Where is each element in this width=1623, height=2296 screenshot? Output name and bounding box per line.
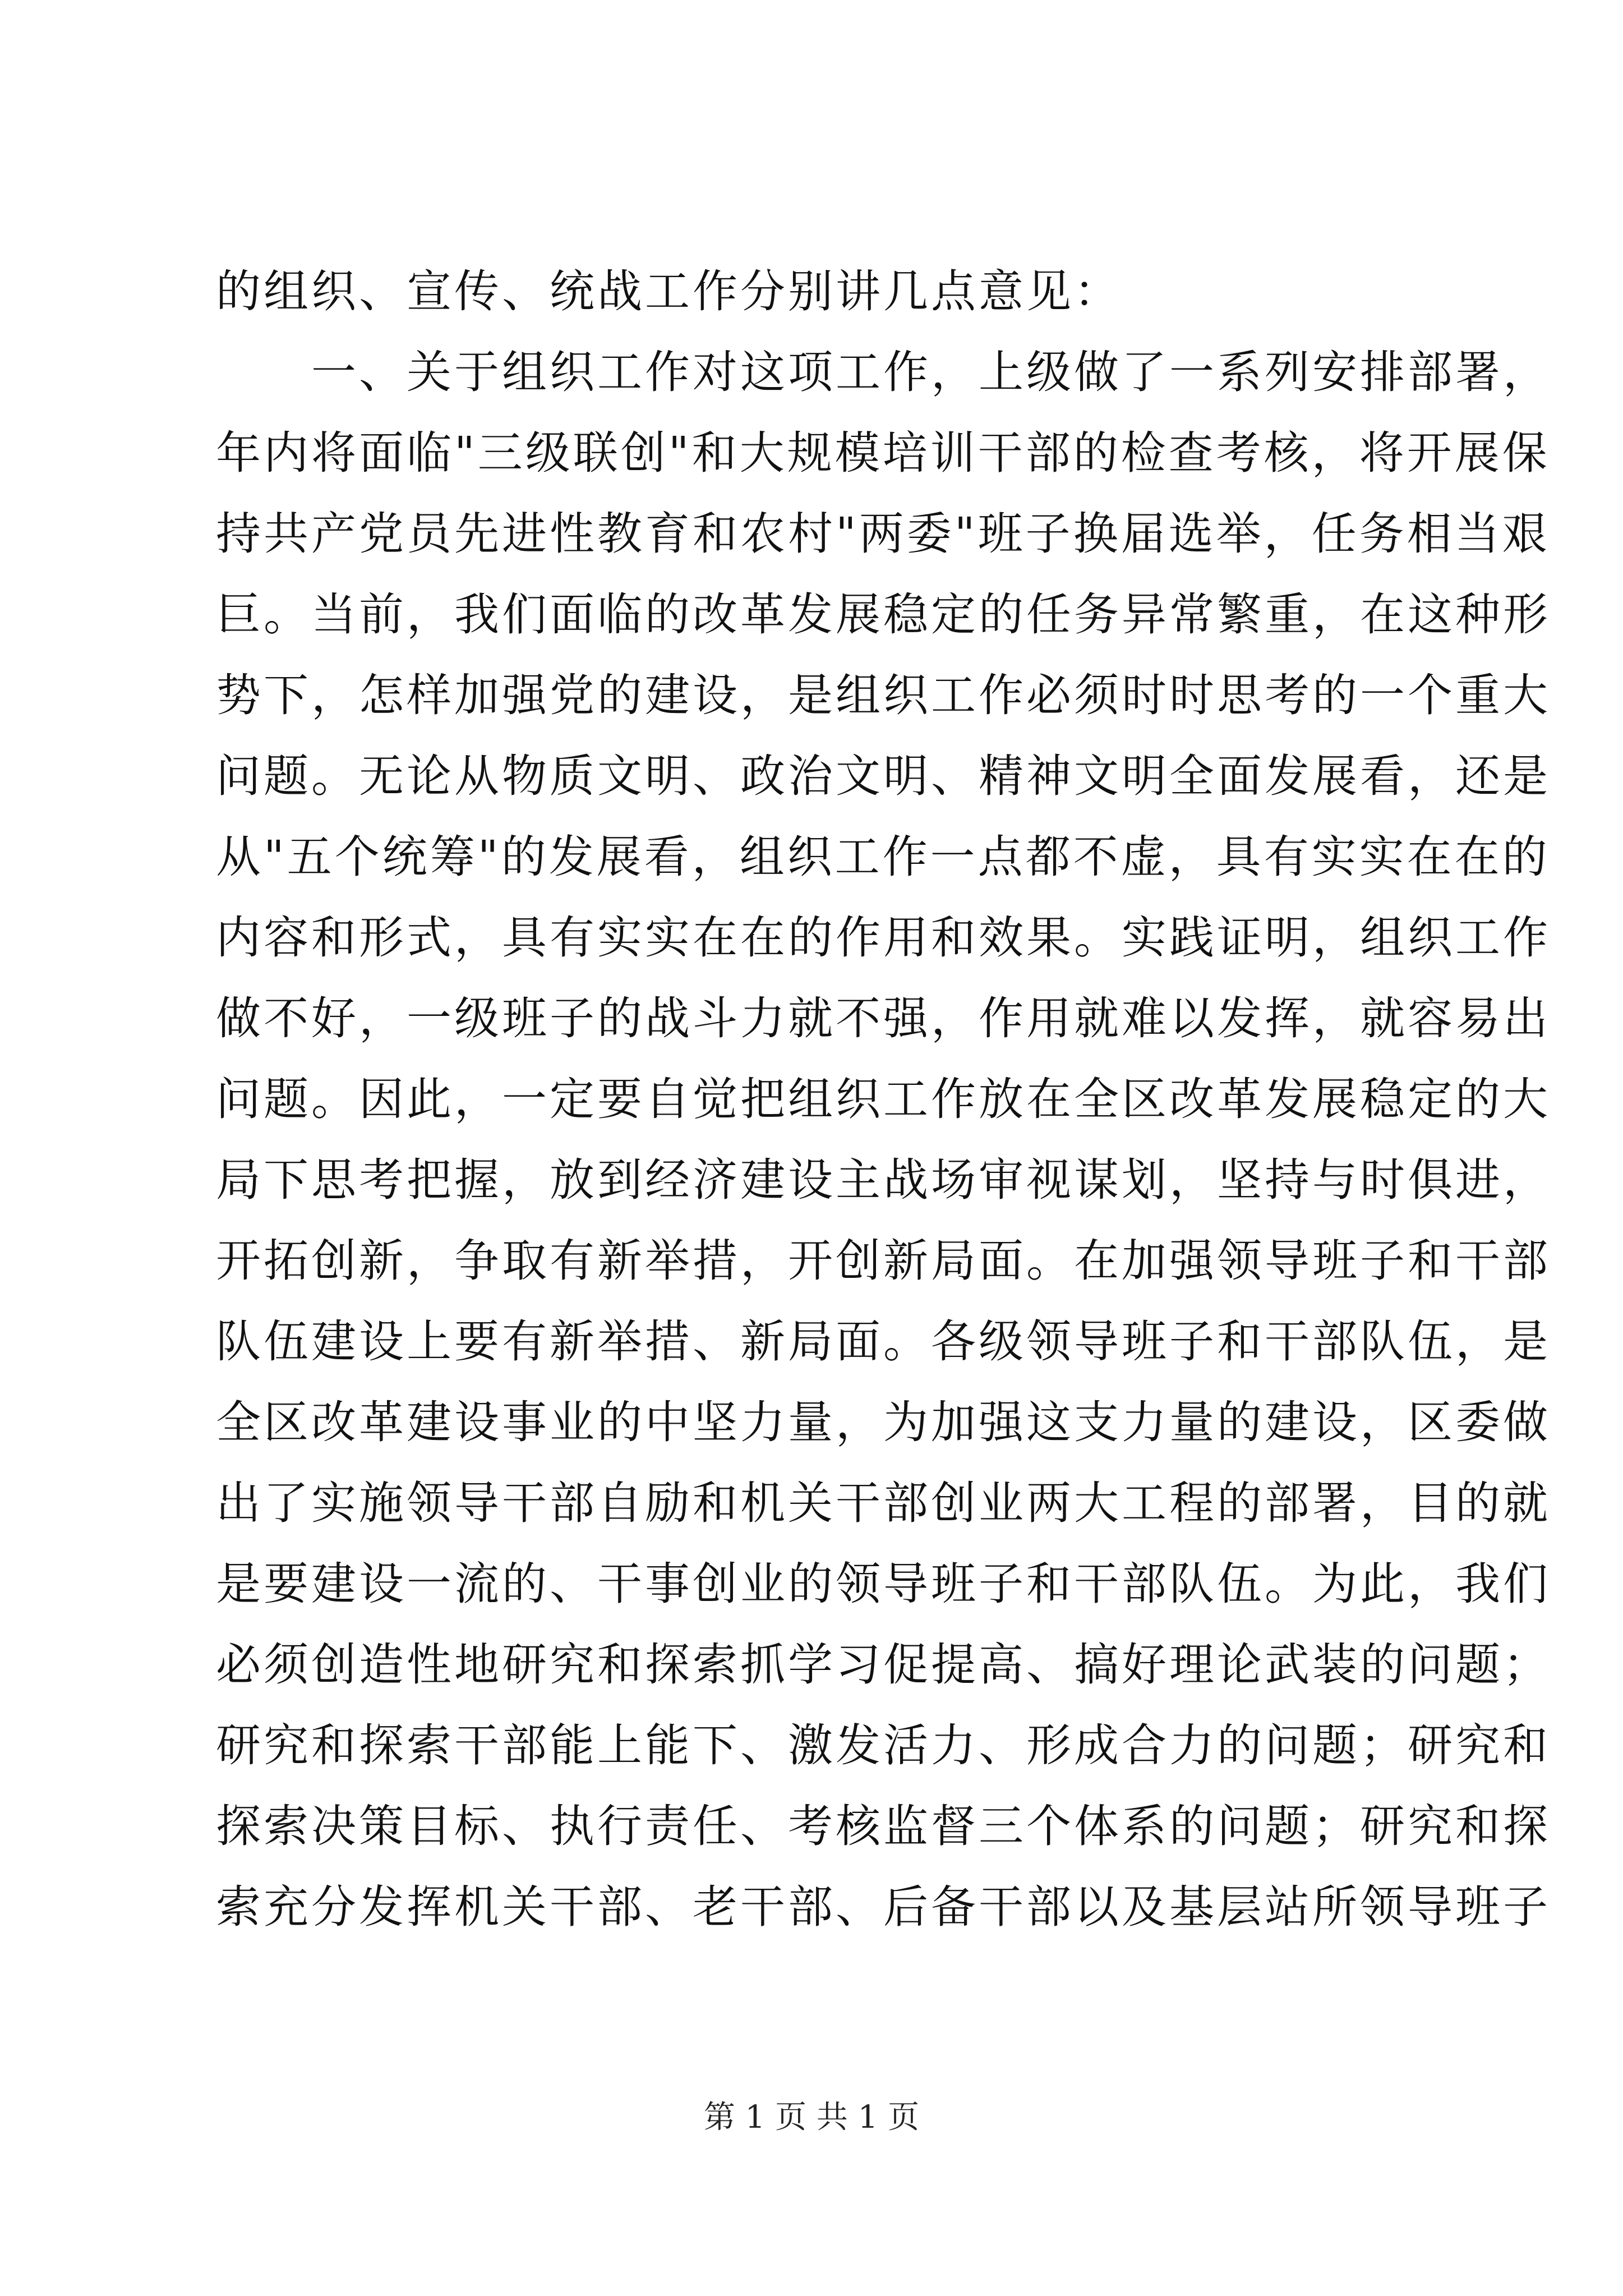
text-line: 必须创造性地研究和探索抓学习促提高、搞好理论武装的问题； [216, 1639, 1551, 1691]
text-line: 年内将面临"三级联创"和大规模培训干部的检查考核，将开展保 [216, 427, 1550, 479]
text-line: 全区改革建设事业的中坚力量，为加强这支力量的建设，区委做 [216, 1396, 1551, 1448]
text-line: 从"五个统筹"的发展看，组织工作一点都不虚，具有实实在在的 [216, 831, 1550, 883]
text-line: 索充分发挥机关干部、老干部、后备干部以及基层站所领导班子 [216, 1881, 1551, 1933]
text-line: 队伍建设上要有新举措、新局面。各级领导班子和干部队伍，是 [216, 1315, 1551, 1368]
text-line: 做不好，一级班子的战斗力就不强，作用就难以发挥，就容易出 [216, 992, 1551, 1045]
page-footer [0, 2095, 1623, 2140]
text-line: 是要建设一流的、干事创业的领导班子和干部队伍。为此，我们 [216, 1558, 1551, 1610]
text-line: 开拓创新，争取有新举措，开创新局面。在加强领导班子和干部 [216, 1235, 1551, 1287]
text-line: 局下思考把握，放到经济建设主战场审视谋划，坚持与时俱进， [216, 1154, 1551, 1206]
page-number-label: 第 1 页 共 1 页 [703, 2099, 920, 2136]
text-line: 研究和探索干部能上能下、激发活力、形成合力的问题；研究和 [216, 1719, 1551, 1772]
text-line: 巨。当前，我们面临的改革发展稳定的任务异常繁重，在这种形 [216, 588, 1551, 641]
text-line: 问题。无论从物质文明、政治文明、精神文明全面发展看，还是 [216, 750, 1551, 802]
text-line: 的组织、宣传、统战工作分别讲几点意见： [216, 265, 1122, 318]
text-line: 内容和形式，具有实实在在的作用和效果。实践证明，组织工作 [216, 912, 1551, 964]
text-line: 问题。因此，一定要自觉把组织工作放在全区改革发展稳定的大 [216, 1073, 1551, 1125]
text-line: 持共产党员先进性教育和农村"两委"班子换届选举，任务相当艰 [216, 508, 1550, 560]
document-body [216, 251, 1551, 1948]
text-line: 势下，怎样加强党的建设，是组织工作必须时时思考的一个重大 [216, 669, 1551, 721]
text-line: 探索决策目标、执行责任、考核监督三个体系的问题；研究和探 [216, 1800, 1551, 1852]
text-line: 出了实施领导干部自励和机关干部创业两大工程的部署，目的就 [216, 1477, 1551, 1529]
text-line: 一、关于组织工作对这项工作，上级做了一系列安排部署， [311, 346, 1551, 398]
